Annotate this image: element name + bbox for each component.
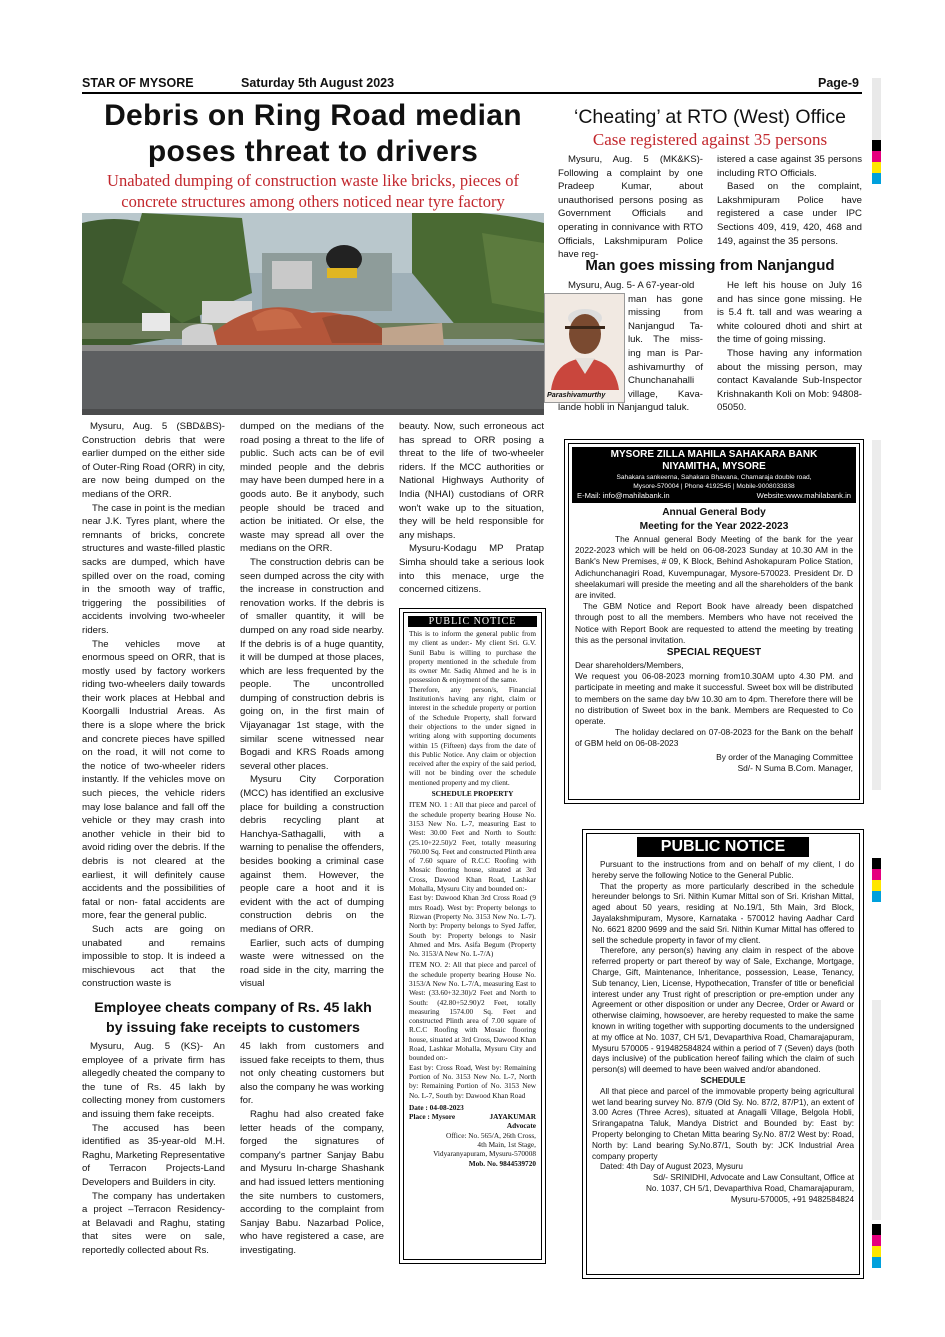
main-headline-line-1: Debris on Ring Road median xyxy=(104,99,522,132)
line: lande hobli in Nanjangud taluk. xyxy=(558,402,690,414)
schedule-title: SCHEDULE xyxy=(700,1075,746,1085)
paragraph: The vehicles move at enormous speed on ORR, that is mostly used by factory workers riding two-wheelers daily towards their work places at Hebbal and Koorgalli Industrial Areas. As there is a slope where the brick and concrete pieces have spilled on the road, it will not come to the notice of two-wheeler riders instantly. If the vehicles move on such pieces, the vehicle riders may lose balance and fall off the vehicle or they may crash into another vehicle in their bid to avoid riding over the debris. If the debris is not cleared at the earliest, it will definitely cause accidents and the possibilities of fatal or non- fatal accidents are more, fear the general public. xyxy=(82,638,225,922)
line: Nanjangud Ta- xyxy=(628,320,703,332)
rto-col-2 xyxy=(717,153,862,248)
paragraph: Mysuru-Kodagu MP Pratap Simha should take a serious look into this menace, urge the concerned citizens. xyxy=(399,543,544,596)
missing-headline: Man goes missing from Nanjangud xyxy=(585,257,835,274)
schedule-item-1-bounds: East by: Dawood Khan 3rd Cross Road (9 mtrs Road). West by: Property belongs to Rizwan (Property No. 3153 New No. L-7). North by: Property belongs to Syed Jaffer, South by: Property belongs to Nasir Ahmed and Mrs. Asifa Begum (Property No. 3153/A New No. L-7/A) xyxy=(409,893,536,959)
paragraph: That the property as more particularly described in the schedule hereunder belongs to Sri. Nithin Kumar Mittal son of Sri. Krishan Mittal, aged about 50 years, residing at No.19/1, 5th Main, 3rd Block, Jayalakshmipuram, Mysore, Karnataka - 570012 having Aadhar Card No. 6621 8200 9699 and the said Sri. Nithin Kumar Mittal has offered to sell the schedule property in favor of my client. xyxy=(592,881,854,945)
bank-address: Sahakara sankeerna, Sahakara Bhavana, Chamaraja double road, xyxy=(616,474,812,481)
bank-website: Website:www.mahilabank.in xyxy=(756,491,851,500)
paragraph: We request you 06-08-2023 morning from10.30AM upto 4.30 PM. and participate in meeting and make it successful. Sweet box will be distributed to members on the same day b/w 10.30 am to 4pm. Therefore there will be no distribution of Sweet box in the bank. Members are Requested to Co operate. xyxy=(575,671,853,727)
bank-header xyxy=(572,447,856,503)
paragraph: The Annual general Body Meeting of the bank for the year 2022-2023 which will be held on 06-08-2023 Sunday at 10.30 AM in the Bank's New Premises, # 09, K Block, Behind Ashokapuram Police Station, Adichunchanagiri Road, Kuvempunagar, Mysore-570023. President Dr. D sheelakumari will preside the meeting and all the shareholders of the bank are invited. xyxy=(575,534,853,601)
main-headline-line-2: poses threat to drivers xyxy=(147,135,479,168)
paragraph: Those having any information about the missing person, may contact Kavalande Sub-Inspector Krishnakanth Koli on Mob: 94808-05050. xyxy=(717,347,862,414)
agm-title-line-1: Annual General Body xyxy=(662,507,766,518)
paragraph: Mysuru, Aug. 5 (KS)- An employee of a private firm has allegedly cheated the company to the tune of Rs. 45 lakh by collecting money from customers and issuing them fake receipts. xyxy=(82,1041,225,1120)
paragraph: Mysuru, Aug. 5 (SBD&BS)- Construction debris that were earlier dumped on the either side of Outer-Ring Road (ORR) in city, are now being dumped on the medians of the ORR. xyxy=(82,421,225,500)
bank-name-line-1: MYSORE ZILLA MAHILA SAHAKARA BANK xyxy=(610,449,818,460)
agm-body xyxy=(569,534,859,774)
advocate-title: Advocate xyxy=(506,1121,536,1131)
advocate-mobile: Mob. No. 9844539720 xyxy=(468,1158,536,1168)
line: ing man is Par- xyxy=(628,347,703,359)
dated: Dated: 4th Day of August 2023, Mysuru xyxy=(600,1162,743,1172)
public-notice-land xyxy=(582,829,864,1279)
debris-photo xyxy=(82,213,544,415)
rto-col-1 xyxy=(558,153,703,262)
special-request-title: SPECIAL REQUEST xyxy=(666,647,762,659)
line: luk. The miss- xyxy=(628,334,703,346)
advocate-address: Office: No. 565/A, 26th Cross, xyxy=(445,1130,536,1140)
issue-date: Saturday 5th August 2023 xyxy=(241,76,395,90)
bank-signatory: Sd/- N Suma B.Com. Manager, xyxy=(737,762,853,773)
line: Chunchanahalli xyxy=(628,375,695,387)
paragraph: Mysuru City Corporation (MCC) has identified an exclusive place for building a construction debris recycling plant at Hanchya-Sathagalli, with a warning to penalise the offenders, besides booking a criminal case against them. However, the people care a hoot and it is evident with the act of dumping construction debris on the medians of ORR. xyxy=(240,774,384,935)
paragraph: dumped on the medians of the road posing a threat to the life of public. Such acts can be of evil minded people and the debris may have been dumped here in a goods auto. Be it anybody, such people should be traced and action be initiated. Or else, the waste may spread all over the medians on the ORR. xyxy=(240,421,384,555)
page-number: Page-9 xyxy=(818,76,859,90)
paragraph: The case in point is the median near J.K. Tyres plant, where the remnants of bricks, concrete structures and waste-filled plastic sacks are dumped, which have spilled over on the road, coming in the smooth way of traffic, triggering the possibilities of accidents involving two-wheeler riders. xyxy=(82,502,225,636)
bank-agm-notice xyxy=(564,439,864,804)
paragraph: Earlier, such acts of dumping waste were witnessed on the road side in the city, marring the visual xyxy=(240,937,384,990)
paragraph: beauty. Now, such erroneous act has spread to ORR posing a threat to the life of two-wheeler riders. If the MCC authorities or National Highways Authority of India (NHAI) custodians of ORR won't wake up to the situation, they will be held responsible for any mishaps. xyxy=(399,421,544,541)
rto-headline: ‘Cheating’ at RTO (West) Office xyxy=(573,106,847,128)
line: man has gone xyxy=(628,293,703,305)
employee-headline-line-1: Employee cheats company of Rs. 45 lakh xyxy=(94,1000,372,1016)
salutation: Dear shareholders/Members, xyxy=(575,660,684,671)
advocate-contact: Mysuru-570005, +91 9482584824 xyxy=(730,1194,854,1204)
public-notice-body xyxy=(404,629,541,1168)
paragraph: Raghu had also created fake letter heads of the company, forged the signatures of company's partner Sanjay Babu and Mysuru In-charge Shashank and had issued letters mentioning the site numbers to customers, according to the complaint from Sanjay Babu. Nazarbad Police, who have registered a case, are investigating. xyxy=(240,1108,384,1256)
paragraph: Based on the complaint, Lakshmipuram Police have registered a case under IPC Sections 409, 419, 420, 468 and 149, against the 35 persons. xyxy=(717,181,862,247)
notice-body: Therefore, any person/s, Financial Institution/s having any right, claim or interest in the schedule property or portion of the Schedule Property, shall forward their objections to the under signed in writing along with supporting documents within 15 (Fifteen) days from the date of this Public Notice. Any claim or objection received after the expiry of the said period, will not be binding over the schedule mentioned property and my client. xyxy=(409,684,536,787)
paragraph: Mysuru, Aug. 5 (MK&KS)- Following a complaint by one Pradeep Kumar, about unauthorised persons posing as Government Officials and operating in connivance with RTO Officials, Lakshmipuram Police have reg- xyxy=(558,154,703,261)
paragraph: istered a case against 35 persons including RTO Officials. xyxy=(717,154,862,179)
public-notice-property xyxy=(399,608,546,1264)
header-rule xyxy=(82,92,862,94)
paragraph: The accused has been identified as 35-year-old M.H. Raghu, Marketing Representative of Terracon Projects-Land Developers and Builders in city. xyxy=(82,1122,225,1188)
employee-story-col-1 xyxy=(82,1040,225,1258)
holiday-note: The holiday declared on 07-08-2023 for the Bank on the behalf of GBM held on 06-08-2023 xyxy=(575,727,853,749)
line: village, Kava- xyxy=(628,388,703,400)
schedule-item-1: ITEM NO. 1 : All that piece and parcel of the schedule property bearing House No. 3153 New No. L-7, measuring East to West: 30.00 Feet and North to South: (25.10+22.50)/2 Feet, totally measuring 760.00 Sq. Feet and constructed Plinth area of 7.60 square of R.C.C Roofing with Mosaic flooring house, situated at 3rd Cross, Dawood Khan Road, Lashkar Mohalla, Mysuru City and bounded on:- xyxy=(409,800,536,894)
bank-email: E-Mail: info@mahilabank.in xyxy=(577,491,670,500)
advocate-address: Vidyaranyapuram, Mysuru-570008 xyxy=(433,1149,536,1159)
advocate-signature: Sd/- SRINIDHI, Advocate and Law Consultant, Office at xyxy=(653,1173,854,1183)
paragraph: 45 lakh from customers and issued fake receipts to them, thus not only cheating customers but also the company he was working for. xyxy=(240,1041,384,1107)
paragraph: The construction debris can be seen dumped across the city with the increase in construction and renovation works. If the debris is of smaller quantity, it will be dumped on any road side nearby. If the debris is of a huge quantity, it will be dumped at those places, which are less frequented by the people. The uncontrolled dumping of construction debris is going on, in the first main of Vijayanagar 1st stage, with the similar scene witnessed near Bogadi and KRS Roads among several other places. xyxy=(240,556,384,772)
paper-name: STAR OF MYSORE xyxy=(82,76,194,90)
advocate-address: No. 1037, CH 5/1, Devaparthiva Road, Chamarajapuram, xyxy=(646,1183,854,1193)
missing-col-2 xyxy=(717,279,862,415)
line: Mysuru, Aug. 5- A 67-year-old xyxy=(568,280,695,291)
employee-story-headline xyxy=(82,998,384,1038)
paragraph: Therefore, any person(s) having any claim in respect of the above referred property or part thereof by way of Sale, Exchange, Mortgage, Charge, Gift, Maintenance, Inheritance, possession, Lease, Tenancy, Sub tenancy, Lien, License, Hypothecation, Transfer of title or beneficial interest under any Trust right of prescription or pre-emption under any Agreement or other disposition or under any Decree, Order or Award or otherwise claiming, howsoever, are hereby requested to make the same known in writing together with supporting documents to the undersigned at my office at No. 1037, CH 5/1, Devaparthiva Road, Chamarajapuram, Mysuru 570005 - 919482584824 within a period of 7 (Seven) days (both days inclusive) of the publication hereof failing which the claim of such person(s) will deemed to have been waived and/or abandoned. xyxy=(592,946,854,1075)
advocate-name: JAYAKUMAR xyxy=(489,1112,536,1122)
public-notice-title: PUBLIC NOTICE xyxy=(408,616,537,627)
main-story-col-1 xyxy=(82,420,225,991)
schedule-item-2-bounds: East by: Cross Road, West by: Remaining Portion of No. 3153 New No. L-7, North by: Remaining Portion of No. 3153 New No. L-7, South by: Dawood Khan Road xyxy=(409,1062,536,1100)
line: missing from xyxy=(628,307,703,319)
bank-name-line-2: NIYAMITHA, MYSORE xyxy=(662,461,766,472)
paragraph: Such acts are going on unabated and remains impossible to stop. It is indeed a mischievous act that the construction waste is xyxy=(82,923,225,990)
paragraph: The GBM Notice and Report Book have already been dispatched through post to all the members. Members who have not received the Notice with Report Book are requested to attend the meeting by treating this as the personal invitation. xyxy=(575,601,853,645)
managing-committee: By order of the Managing Committee xyxy=(716,751,853,762)
main-deck-line-2: concrete structures among others noticed near tyre factory xyxy=(121,192,505,211)
main-story-col-2 xyxy=(240,420,384,991)
notice-intro: This is to inform the general public from my client as under:- My client Sri. G.V. Sunil Babu is willing to purchase the property mentioned in the schedule from its owner Mr. Sadiq Ahmed and he is in possession & enjoyment of the same. xyxy=(409,629,536,685)
agm-title xyxy=(569,506,859,534)
main-deck-line-1: Unabated dumping of construction waste like bricks, pieces of xyxy=(107,171,519,190)
main-story-col-3 xyxy=(399,420,544,597)
rto-deck: Case registered against 35 persons xyxy=(592,130,828,149)
schedule-title: SCHEDULE PROPERTY xyxy=(431,789,514,799)
employee-headline-line-2: by issuing fake receipts to customers xyxy=(106,1020,360,1036)
paragraph: The company has undertaken a project –Terracon Residency- at Belavadi and Raghu, stating that sites were on sale, reportedly collected about Rs. xyxy=(82,1190,225,1256)
public-notice-2-body xyxy=(587,857,859,1206)
public-notice-2-title: PUBLIC NOTICE xyxy=(637,837,809,857)
schedule-item-2: ITEM NO. 2: All that piece and parcel of the schedule property bearing House No. 3153/A New No. L-7/A, measuring East to West: (33.60+32.30)/2 Feet and North to South: (42.80+52.90)/2 Feet, totally measuring 1574.00 Sq. Feet and constructed Plinth area of 7.00 square of R.C.C Roofing with Mosaic flooring house, situated at 3rd Cross, Dawood Khan Road, Lashkar Mohalla, Mysuru City and bounded on:- xyxy=(409,960,536,1063)
notice-date: Date : 04-08-2023 xyxy=(409,1102,464,1112)
employee-story-col-2 xyxy=(240,1040,384,1258)
agm-title-line-2: Meeting for the Year 2022-2023 xyxy=(639,521,789,532)
notice-place: Place : Mysore xyxy=(409,1112,456,1122)
missing-col-1 xyxy=(558,279,703,415)
advocate-address: 4th Main, 1st Stage, xyxy=(477,1140,536,1150)
paragraph: He left his house on July 16 and has since gone missing. He is 5.4 ft. tall and was wearing a white coloured dhoti and shirt at the time of going missing. xyxy=(717,280,862,346)
line: ashivamurthy of xyxy=(628,361,703,373)
bank-web-row xyxy=(572,491,856,501)
paragraph: Pursuant to the instructions from and on behalf of my client, I do hereby serve the following Notice to the General Public. xyxy=(592,860,854,880)
schedule-text: All that piece and parcel of the immovable property being agricultural wet land bearing survey No. 87/9 (Old Sy. No. 87/2, 87/P1), an extent of 3.00 Acres (Three Acres), situated at Anagalli Village, Belgola Hobli, Srirangapatna Taluk, Mandya District and Bounded by: East by: Property belonging to Chetan Mitta bearing Sy.No. 87/2 West by: Road, North by: Land bearing Sy.No.87/1, South by: JCK Industrial Area company property xyxy=(592,1086,854,1161)
photo-caption: Parashivamurthy xyxy=(547,390,606,399)
bank-contact: Mysore-570004 | Phone 4192545 | Mobile-9008033838 xyxy=(633,483,795,490)
